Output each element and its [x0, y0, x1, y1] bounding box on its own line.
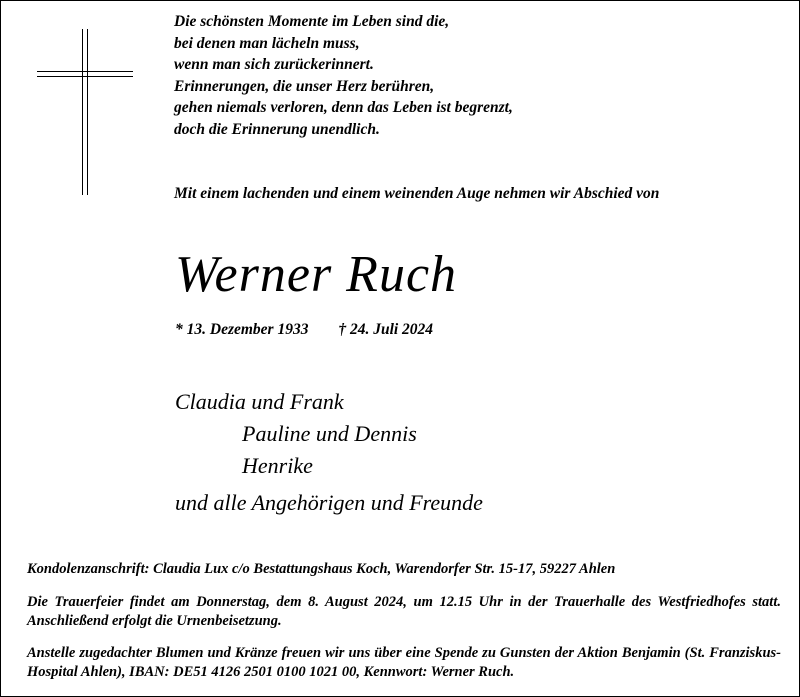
poem [174, 11, 513, 140]
family-line: Henrike [242, 453, 313, 478]
cross-icon-horizontal [37, 71, 133, 77]
poem-line: Erinnerungen, die unser Herz berühren, [174, 77, 435, 95]
poem-line: gehen niemals verloren, denn das Leben ist begrenzt, [174, 99, 513, 116]
family-line: und alle Angehörigen und Freunde [175, 490, 483, 515]
death-date: † 24. Juli 2024 [338, 321, 434, 338]
cross-icon-vertical [82, 29, 88, 195]
deceased-name: Werner Ruch [175, 246, 458, 303]
poem-line: wenn man sich zurückerinnert. [174, 56, 374, 73]
family-line: Claudia und Frank [175, 389, 344, 414]
birth-date: * 13. Dezember 1933 [175, 321, 309, 338]
condolence-address: Kondolenzanschrift: Claudia Lux c/o Bestattungshaus Koch, Warendorfer Str. 15-17, 59227 Ahlen [27, 561, 616, 577]
funeral-service-info: Die Trauerfeier findet am Donnerstag, dem 8. August 2024, um 12.15 Uhr in der Trauerhalle des Westfriedhofes statt. Anschließend erfolgt die Urnenbeisetzung. [27, 594, 781, 629]
poem-line: bei denen man lächeln muss, [174, 34, 360, 52]
poem-line: doch die Erinnerung unendlich. [174, 120, 380, 138]
poem-line: Die schönsten Momente im Leben sind die, [174, 13, 450, 30]
donation-info: Anstelle zugedachter Blumen und Kränze freuen wir uns über eine Spende zu Gunsten der Aktion Benjamin (St. Franziskus-Hospital Ahlen), IBAN: DE51 4126 2501 0100 1021 00, Kennwort: Werner Ruch. [27, 645, 781, 680]
life-dates [175, 321, 433, 339]
family-line: Pauline und Dennis [242, 421, 417, 446]
farewell-intro: Mit einem lachenden und einem weinenden Auge nehmen wir Abschied von [174, 185, 660, 202]
